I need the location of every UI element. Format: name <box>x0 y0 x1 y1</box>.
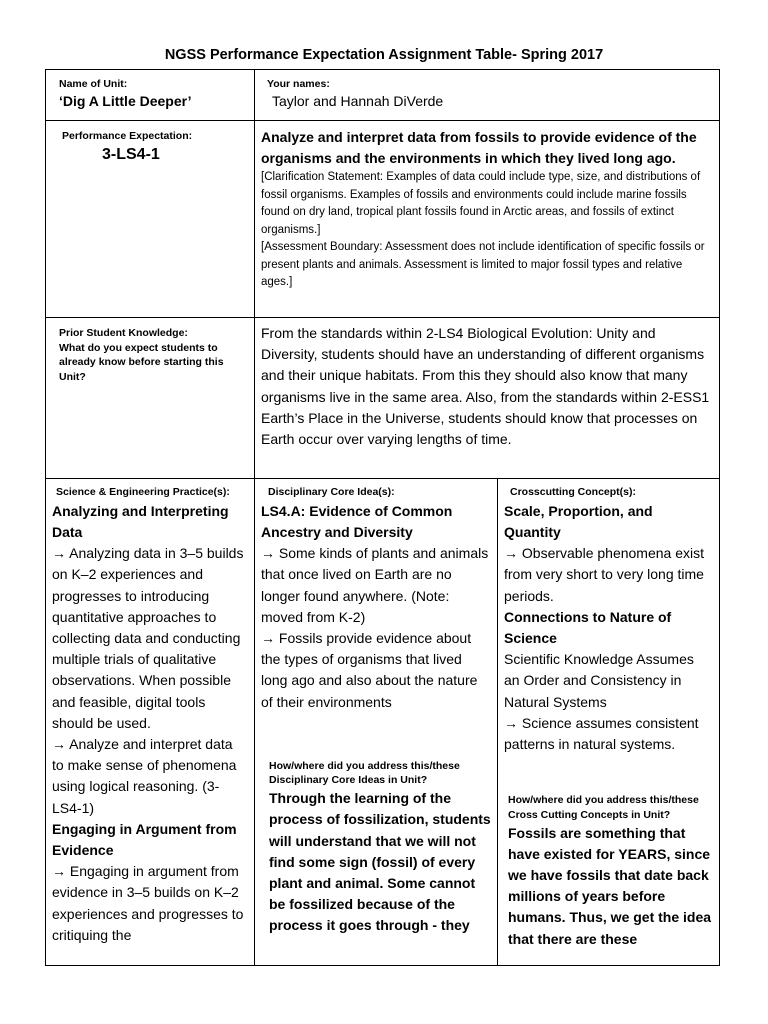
ccc-how-text: Fossils are something that have existed for YEARS, since we have fossils that date back millions of years before humans. Thus, we get the idea that there are these <box>508 824 712 947</box>
unit-label: Name of Unit: <box>59 78 128 90</box>
prior-label-cell <box>46 318 255 479</box>
ccc-heading-2: Connections to Nature of Science <box>504 608 672 646</box>
performance-label-cell <box>46 121 255 318</box>
dci-text-1: → Some kinds of plants and animals that once lived on Earth are no longer found anywhere. (Note: moved from K-2) <box>261 545 489 625</box>
performance-code: 3-LS4-1 <box>102 145 160 163</box>
assessment-boundary: [Assessment Boundary: Assessment does not include identification of specific fossils or present plants and animals. Assessment is limited to major fossil types and relative ages.] <box>261 241 705 288</box>
dci-label: Disciplinary Core Idea(s): <box>268 486 395 498</box>
dci-how-label: How/where did you address this/these Disciplinary Core Ideas in Unit? <box>269 759 460 787</box>
dci-heading: LS4.A: Evidence of Common Ancestry and Diversity <box>261 502 453 540</box>
names-label: Your names: <box>267 78 330 90</box>
ccc-label: Crosscutting Concept(s): <box>510 486 636 498</box>
dci-cell <box>255 479 498 966</box>
unit-value: ‘Dig A Little Deeper’ <box>59 92 192 109</box>
practices-text-3: → Engaging in argument from evidence in 3–5 builds on K–2 experiences and progresses to critiquing the <box>52 863 244 943</box>
practices-label: Science & Engineering Practice(s): <box>56 486 230 498</box>
prior-question: What do you expect students to already know before starting this Unit? <box>59 341 224 384</box>
practices-heading-2: Engaging in Argument from Evidence <box>52 820 237 858</box>
performance-statement: Analyze and interpret data from fossils to provide evidence of the organisms and the environments in which they lived long ago. <box>261 129 697 166</box>
ccc-text-2: → Science assumes consistent patterns in natural systems. <box>504 714 699 752</box>
prior-label: Prior Student Knowledge: <box>59 327 188 339</box>
row-performance <box>46 121 720 318</box>
dci-how-text: Through the learning of the process of fossilization, students will understand that we will not find some sign (fossil) of every plant and animal. Some cannot be fossilized because of the process it goes through - they <box>269 790 491 934</box>
ccc-heading-1: Scale, Proportion, and Quantity <box>504 502 653 540</box>
practices-heading-1: Analyzing and Interpreting Data <box>52 502 229 540</box>
ccc-text-1: → Observable phenomena exist from very short to very long time periods. <box>504 545 704 604</box>
ccc-cell <box>498 479 720 966</box>
practices-cell <box>46 479 255 966</box>
row-prior-knowledge <box>46 318 720 479</box>
performance-label: Performance Expectation: <box>62 130 193 142</box>
prior-text-cell <box>255 318 720 479</box>
row-unit-names <box>46 70 720 121</box>
names-value: Taylor and Hannah DiVerde <box>272 92 444 109</box>
names-cell <box>255 70 720 121</box>
practices-text-2: → Analyze and interpret data to make sense of phenomena using logical reasoning. (3-LS4-1) <box>52 735 237 816</box>
prior-text: From the standards within 2-LS4 Biological Evolution: Unity and Diversity, students should have an understanding of different organisms and their unique habitats. From this they should also know that many organisms live in the same area. Also, from the standards within 2-ESS1 Earth’s Place in the Universe, students should know that processes on Earth occur over varying lengths of time. <box>261 325 710 448</box>
unit-cell <box>46 70 255 121</box>
practices-text-1: → Analyzing data in 3–5 builds on K–2 experiences and progresses to introducing quantitative approaches to collecting data and conducting multiple trials of qualitative observations. When possible and feasible, digital tools should be used. <box>52 545 244 731</box>
performance-text-cell <box>255 121 720 318</box>
page-title: NGSS Performance Expectation Assignment Table- Spring 2017 <box>164 47 604 63</box>
row-concepts <box>46 479 720 966</box>
dci-text-2: → Fossils provide evidence about the types of organisms that lived long ago and also about the nature of their environments <box>261 629 478 710</box>
clarification-statement: [Clarification Statement: Examples of data could include type, size, and distributions of fossil organisms. Examples of fossils and environments could include marine fossils found on dry land, tropical plant fossils found in Arctic areas, and fossils of extinct organisms.] <box>261 171 701 236</box>
ccc-subheading: Scientific Knowledge Assumes an Order and Consistency in Natural Systems <box>504 651 694 710</box>
ccc-how-label: How/where did you address this/these Cross Cutting Concepts in Unit? <box>508 794 699 821</box>
assignment-table <box>45 69 720 966</box>
